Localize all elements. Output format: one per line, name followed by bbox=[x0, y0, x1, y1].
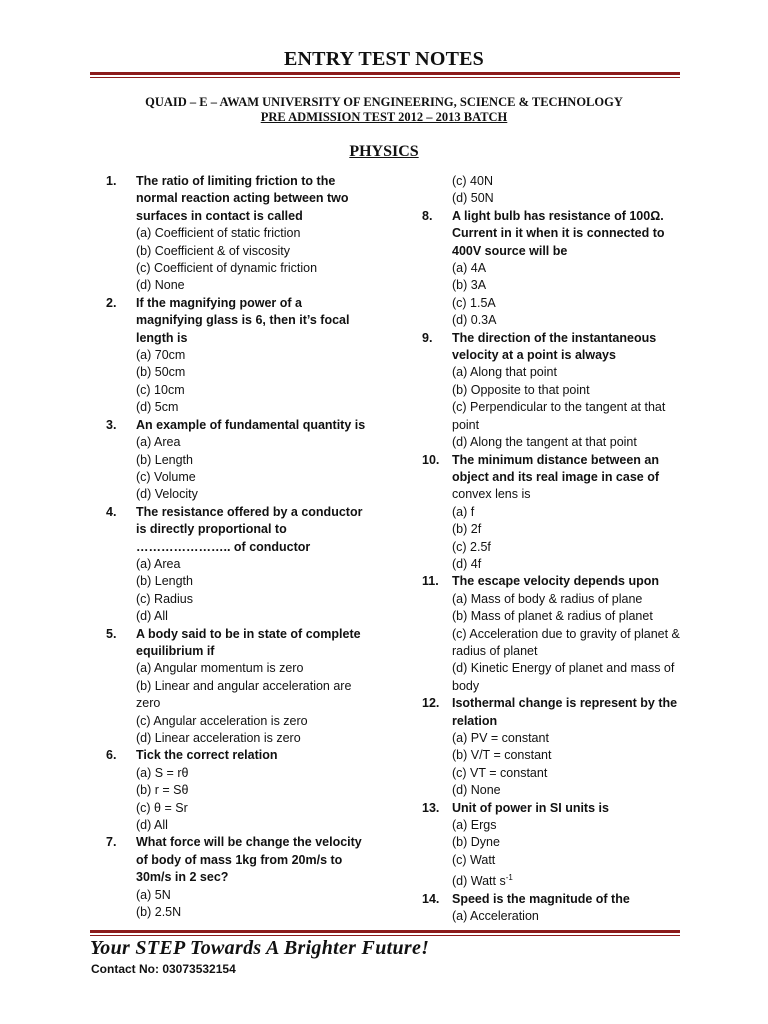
university-name: QUAID – E – AWAM UNIVERSITY OF ENGINEERING, SCIENCE & TECHNOLOGY bbox=[145, 95, 623, 109]
option: (c) Acceleration due to gravity of planet & radius of planet bbox=[452, 626, 680, 658]
question-7 bbox=[106, 834, 366, 886]
option: (b) Opposite to that point bbox=[452, 382, 590, 397]
question-number: 5. bbox=[106, 626, 117, 641]
option: (d) Along the tangent at that point bbox=[452, 435, 637, 450]
header-rule-thin bbox=[90, 77, 680, 78]
option: (c) Perpendicular to the tangent at that point bbox=[452, 400, 666, 432]
test-name: PRE ADMISSION TEST 2012 – 2013 BATCH bbox=[260, 110, 508, 124]
question-number: 13. bbox=[422, 800, 440, 815]
question-text: The direction of the instantaneous velocity at a point is always bbox=[452, 330, 657, 363]
question-number: 8. bbox=[422, 208, 433, 223]
question-text: An example of fundamental quantity is bbox=[136, 417, 366, 432]
option: (a) Coefficient of static friction bbox=[136, 226, 301, 241]
option: (b) r = Sθ bbox=[136, 783, 189, 798]
option: (b) 50cm bbox=[136, 365, 186, 380]
footer-rule-thick bbox=[90, 930, 680, 933]
option: (b) Coefficient & of viscosity bbox=[136, 243, 290, 258]
question-number: 1. bbox=[106, 174, 117, 188]
option: (c) Coefficient of dynamic friction bbox=[136, 261, 318, 276]
option: (d) 50N bbox=[452, 191, 494, 206]
option: (c) Watt bbox=[452, 852, 496, 867]
left-column bbox=[106, 173, 366, 921]
option: (d) None bbox=[452, 783, 501, 798]
question-12 bbox=[422, 695, 684, 730]
option: (a) PV = constant bbox=[452, 731, 549, 745]
question-3 bbox=[106, 417, 366, 434]
question-text: Isothermal change is represent by the relation bbox=[452, 696, 678, 728]
question-4 bbox=[106, 504, 366, 556]
option: (a) 4A bbox=[452, 261, 487, 276]
question-number: 4. bbox=[106, 504, 117, 519]
question-6 bbox=[106, 747, 366, 764]
subject-heading: PHYSICS bbox=[349, 143, 419, 160]
question-number: 14. bbox=[422, 891, 440, 906]
option: (c) 2.5f bbox=[452, 539, 491, 554]
option bbox=[422, 869, 684, 891]
option: (b) Linear and angular acceleration are zero bbox=[136, 678, 352, 711]
question-text: A light bulb has resistance of 100Ω. Current in it when it is connected to 400V source will be bbox=[452, 208, 665, 258]
option: (a) Along that point bbox=[452, 365, 557, 380]
option: (c) VT = constant bbox=[452, 765, 548, 780]
question-2 bbox=[106, 295, 366, 347]
option: (a) Ergs bbox=[452, 818, 497, 833]
question-number: 11. bbox=[422, 574, 439, 589]
option: (a) Mass of body & radius of plane bbox=[452, 591, 643, 606]
question-number: 7. bbox=[106, 835, 117, 850]
option: (c) 1.5A bbox=[452, 295, 496, 310]
question-13 bbox=[422, 800, 684, 817]
option: (a) Area bbox=[136, 556, 181, 571]
question-text: What force will be change the velocity of body of mass 1kg from 20m/s to 30m/s in 2 sec? bbox=[136, 835, 362, 885]
option: (a) Acceleration bbox=[452, 909, 539, 924]
option: (d) All bbox=[136, 818, 168, 833]
question-number: 12. bbox=[422, 696, 440, 711]
option: (c) 10cm bbox=[136, 382, 185, 397]
header-rule-thick bbox=[90, 72, 680, 75]
option: (c) Volume bbox=[136, 469, 196, 484]
option: (a) Angular momentum is zero bbox=[136, 661, 304, 676]
question-number: 2. bbox=[106, 295, 117, 310]
option: (d) Kinetic Energy of planet and mass of body bbox=[452, 661, 675, 693]
option: (b) Dyne bbox=[452, 835, 500, 850]
question-text: A body said to be in state of complete equilibrium if bbox=[136, 626, 361, 658]
question-text-bold: The minimum distance between an object and its real image in case of bbox=[452, 452, 660, 484]
question-text bbox=[452, 452, 684, 504]
right-column bbox=[422, 173, 684, 926]
option: (d) 5cm bbox=[136, 400, 179, 415]
footer-rule-thin bbox=[90, 935, 680, 936]
option: (c) Radius bbox=[136, 591, 193, 606]
question-text-plain: convex lens is bbox=[452, 487, 531, 502]
option: (c) Angular acceleration is zero bbox=[136, 713, 308, 728]
question-10 bbox=[422, 452, 684, 504]
option: (c) θ = Sr bbox=[136, 800, 188, 815]
question-text: Unit of power in SI units is bbox=[452, 800, 609, 815]
option: (a) Area bbox=[136, 435, 181, 450]
question-number: 10. bbox=[422, 452, 440, 467]
option: (a) 70cm bbox=[136, 348, 186, 363]
option: (b) 2.5N bbox=[136, 905, 182, 920]
question-text: Tick the correct relation bbox=[136, 748, 278, 763]
option: (d) Velocity bbox=[136, 487, 198, 502]
question-text: If the magnifying power of a magnifying glass is 6, then it’s focal length is bbox=[136, 295, 350, 345]
footer-slogan: Your STEP Towards A Brighter Future! bbox=[90, 937, 430, 959]
option-superscript: -1 bbox=[505, 873, 513, 883]
question-number: 3. bbox=[106, 417, 117, 432]
question-number: 9. bbox=[422, 330, 433, 345]
question-5 bbox=[106, 626, 366, 661]
page-title: ENTRY TEST NOTES bbox=[284, 48, 484, 70]
question-text: The resistance offered by a conductor is directly proportional to ………………….. of conductor bbox=[136, 504, 363, 554]
option: (a) 5N bbox=[136, 887, 171, 902]
question-1 bbox=[106, 173, 366, 225]
option: (b) Length bbox=[136, 452, 193, 467]
option: (a) f bbox=[452, 504, 475, 519]
option: (d) Linear acceleration is zero bbox=[136, 731, 301, 745]
option: (a) S = rθ bbox=[136, 765, 189, 780]
option: (d) 4f bbox=[452, 556, 482, 571]
option: (d) 0.3A bbox=[452, 313, 497, 328]
option: (b) Length bbox=[136, 574, 193, 589]
question-text: Speed is the magnitude of the bbox=[452, 891, 630, 906]
option: (d) All bbox=[136, 609, 168, 624]
question-9 bbox=[422, 330, 684, 365]
option: (d) None bbox=[136, 278, 185, 293]
question-text: The escape velocity depends upon bbox=[452, 574, 660, 589]
question-8 bbox=[422, 208, 684, 260]
option: (b) 2f bbox=[452, 522, 482, 537]
question-11 bbox=[422, 573, 684, 590]
question-14 bbox=[422, 891, 684, 908]
question-text: The ratio of limiting friction to the normal reaction acting between two surfaces in contact is called bbox=[136, 174, 349, 223]
option: (b) V/T = constant bbox=[452, 748, 552, 763]
option-text: (d) Watt s bbox=[452, 874, 506, 889]
option: (b) Mass of planet & radius of planet bbox=[452, 609, 653, 624]
option: (c) 40N bbox=[452, 174, 493, 188]
question-number: 6. bbox=[106, 748, 117, 763]
option: (b) 3A bbox=[452, 278, 487, 293]
footer-contact: Contact No: 03073532154 bbox=[91, 962, 236, 976]
